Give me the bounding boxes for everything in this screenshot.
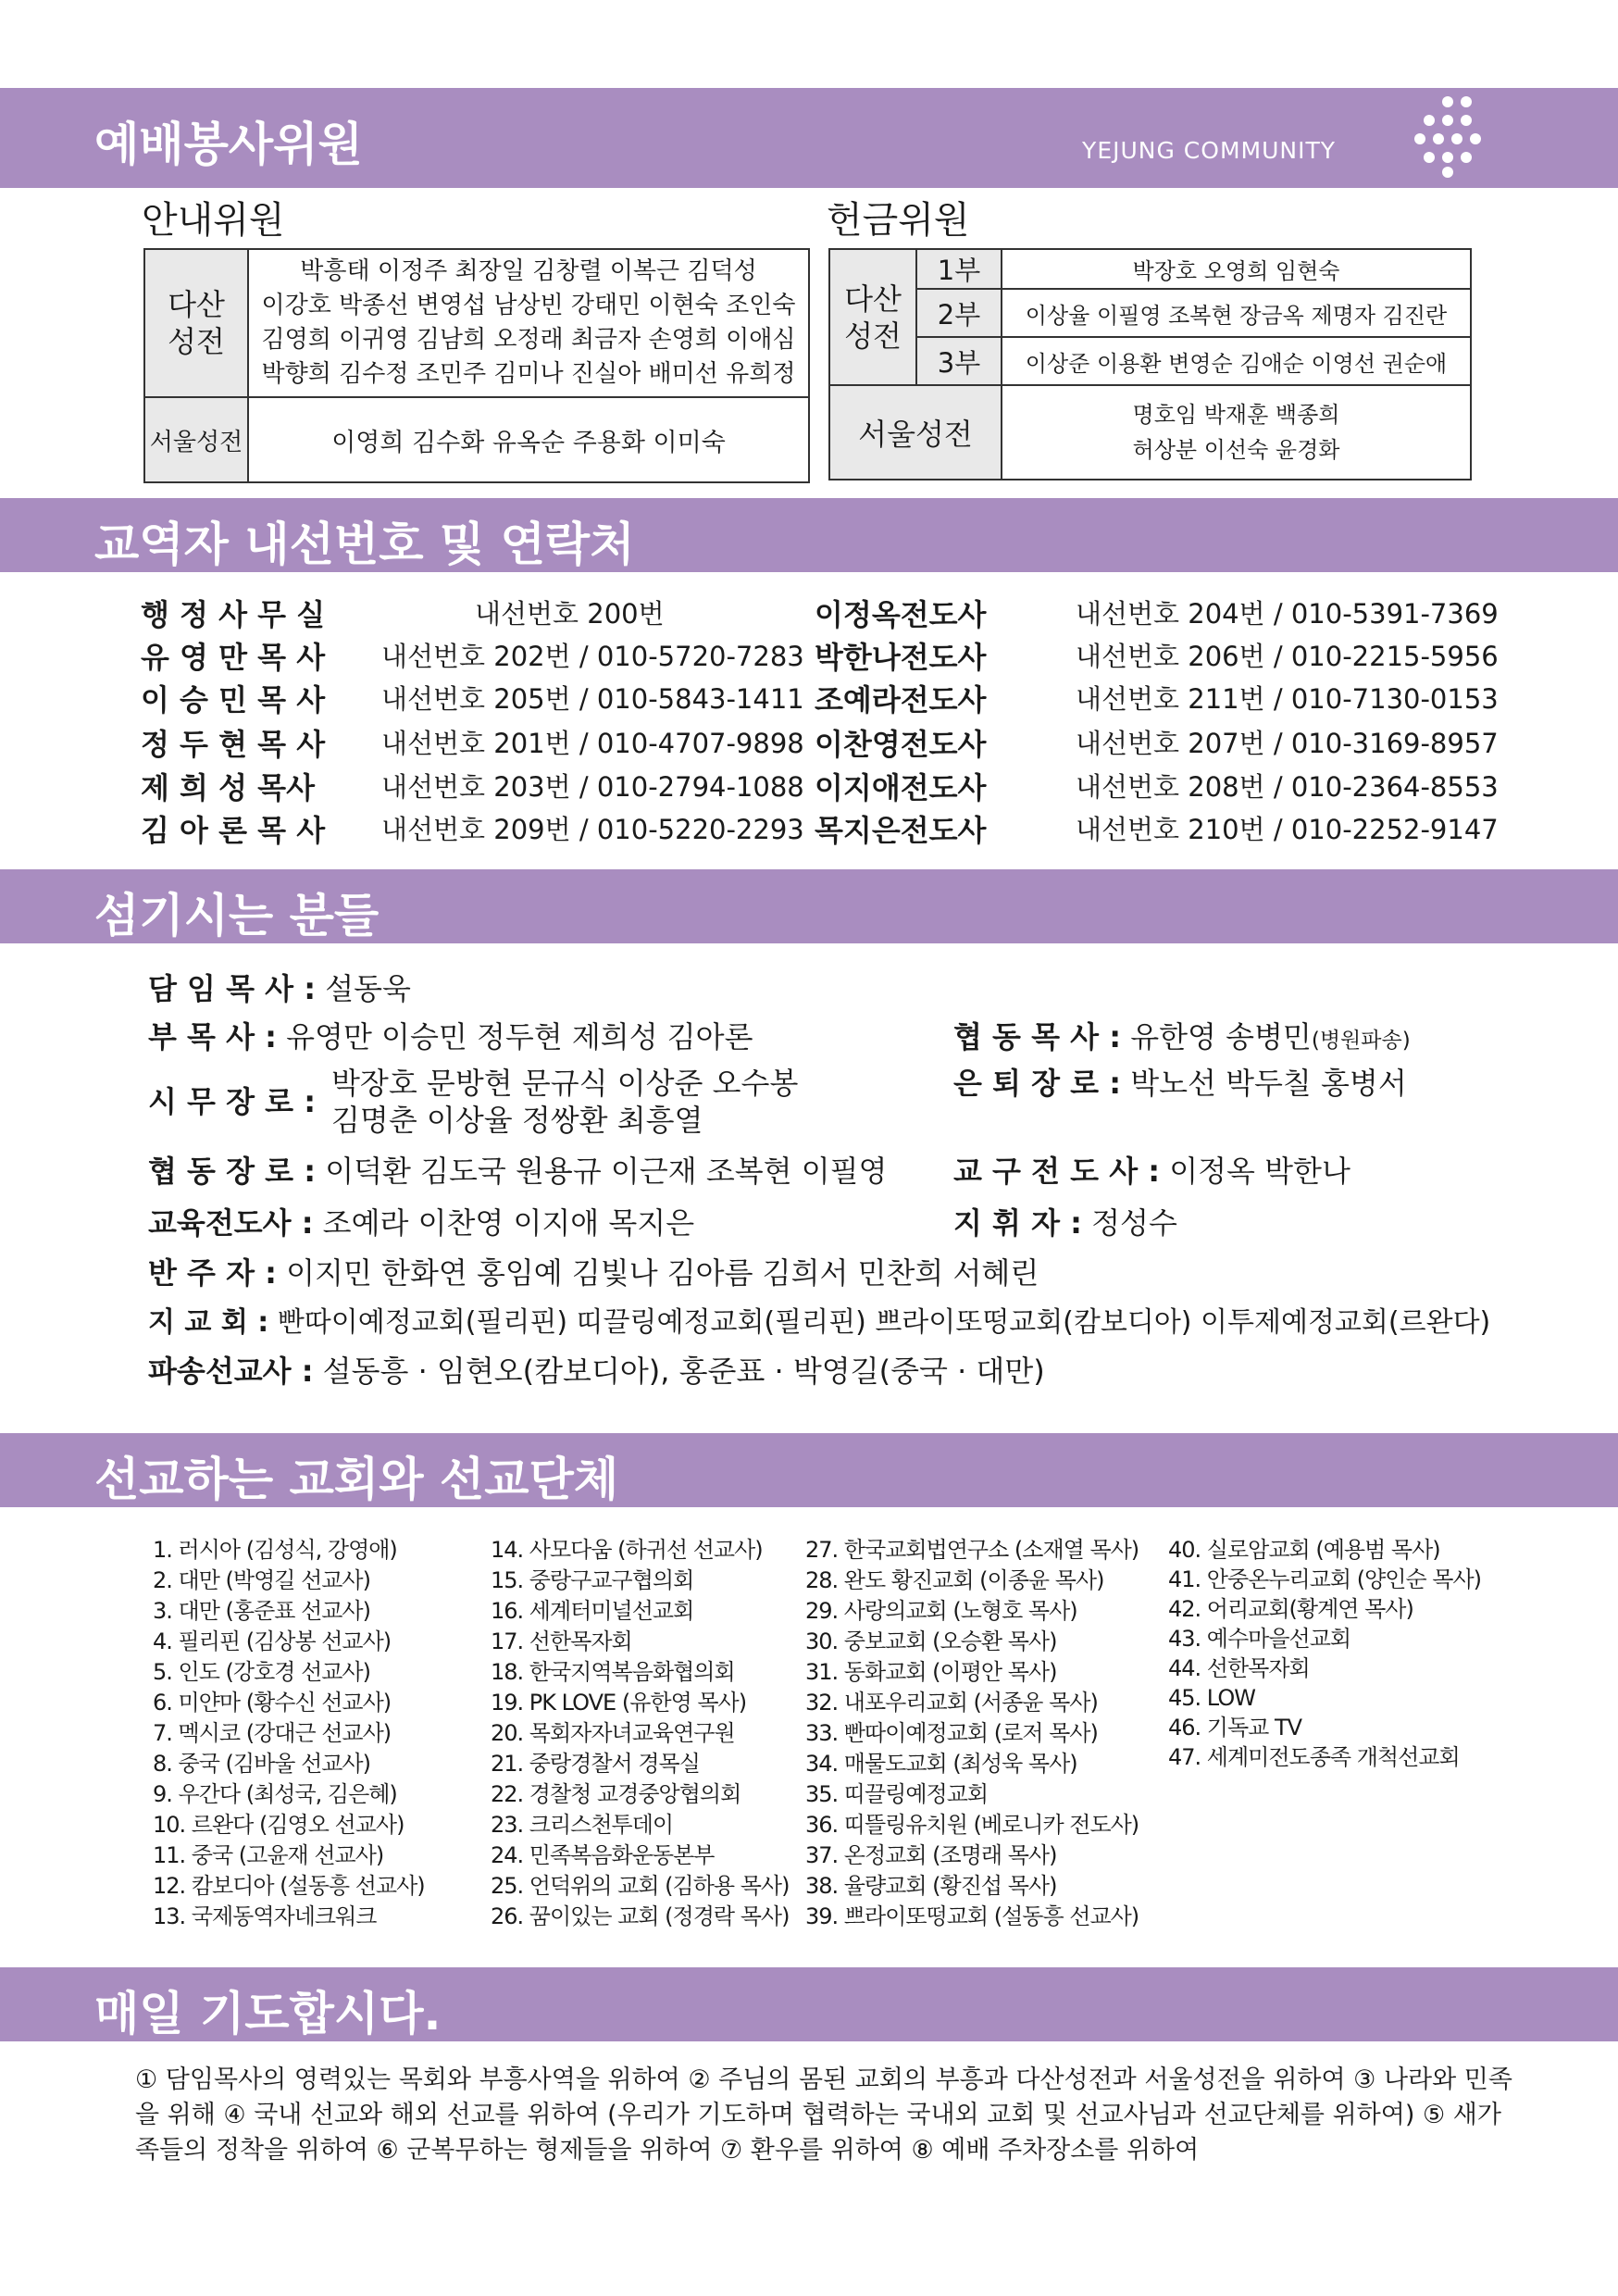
contact-name: 김 아 론 목 사 bbox=[141, 813, 326, 848]
list-item: 47. 세계미전도종족 개척선교회 bbox=[1168, 1744, 1460, 1770]
contact-info: 내선번호 203번 / 010-2794-1088 bbox=[381, 771, 804, 803]
contact-name: 이지애전도사 bbox=[815, 770, 987, 805]
list-item: 11. 중국 (고윤재 선교사) bbox=[153, 1842, 384, 1868]
conductor-row: 지 휘 자 : 정성수 bbox=[953, 1205, 1177, 1241]
offering-dasan-label: 다산 성전 bbox=[829, 249, 916, 385]
cooperating-pastor-row: 협 동 목 사 : 유한영 송병민(병원파송) bbox=[953, 1019, 1411, 1054]
contacts-title: 교역자 내선번호 및 연락처 bbox=[94, 518, 635, 571]
list-item: 26. 꿈이있는 교회 (정경락 목사) bbox=[491, 1903, 790, 1929]
list-item: 23. 크리스천투데이 bbox=[491, 1812, 674, 1838]
list-item: 18. 한국지역복음화협의회 bbox=[491, 1659, 735, 1685]
contact-info: 내선번호 200번 bbox=[475, 598, 665, 630]
ushers-title: 안내위원 bbox=[142, 199, 285, 242]
mission-list-col-2 bbox=[491, 1535, 789, 1932]
list-item: 5. 인도 (강호경 선교사) bbox=[153, 1659, 370, 1685]
mission-list-col-4 bbox=[1168, 1535, 1481, 1772]
ushers-seoul-label: 서울성전 bbox=[144, 397, 248, 482]
list-item: 30. 중보교회 (오승환 목사) bbox=[805, 1628, 1057, 1654]
list-item: 31. 동화교회 (이평안 목사) bbox=[805, 1659, 1057, 1685]
contact-name: 정 두 현 목 사 bbox=[141, 727, 326, 762]
elders-label: 시 무 장 로 : bbox=[148, 1084, 317, 1119]
list-item: 9. 우간다 (최성국, 김은혜) bbox=[153, 1781, 397, 1807]
service-3-names: 이상준 이용환 변영순 김애순 이영선 권순애 bbox=[1002, 337, 1471, 385]
list-item: 8. 중국 (김바울 선교사) bbox=[153, 1751, 370, 1777]
mission-list-col-3 bbox=[805, 1535, 1139, 1932]
list-item: 28. 완도 황진교회 (이종윤 목사) bbox=[805, 1567, 1104, 1593]
list-item: 24. 민족복음화운동본부 bbox=[491, 1842, 715, 1868]
senior-pastor-row: 담 임 목 사 : 설동욱 bbox=[148, 971, 411, 1006]
list-item: 35. 띠끌링예정교회 bbox=[805, 1781, 989, 1807]
contact-info: 내선번호 209번 / 010-5220-2293 bbox=[381, 814, 804, 845]
edu-evangelist-row: 교육전도사 : 조예라 이찬영 이지애 목지은 bbox=[148, 1205, 695, 1241]
list-item: 40. 실로암교회 (예용범 목사) bbox=[1168, 1537, 1440, 1563]
list-item: 46. 기독교 TV bbox=[1168, 1715, 1302, 1741]
contact-info: 내선번호 201번 / 010-4707-9898 bbox=[381, 728, 804, 759]
elders-line-1: 박장호 문방현 문규식 이상준 오수봉 bbox=[331, 1066, 799, 1101]
list-item: 21. 중랑경찰서 경목실 bbox=[491, 1751, 700, 1777]
contact-name: 유 영 만 목 사 bbox=[141, 640, 326, 675]
mission-list-col-1 bbox=[153, 1535, 425, 1932]
coop-elders-row: 협 동 장 로 : 이덕환 김도국 원용규 이근재 조복현 이필영 bbox=[148, 1154, 888, 1189]
offering-seoul-label: 서울성전 bbox=[829, 385, 1002, 480]
list-item: 43. 예수마을선교회 bbox=[1168, 1626, 1351, 1652]
list-item: 15. 중랑구교구협의회 bbox=[491, 1567, 694, 1593]
offering-title: 헌금위원 bbox=[827, 199, 970, 242]
list-item: 17. 선한목자회 bbox=[491, 1628, 632, 1654]
contact-name: 조예라전도사 bbox=[815, 682, 987, 718]
contact-info: 내선번호 208번 / 010-2364-8553 bbox=[1076, 771, 1499, 803]
list-item: 4. 필리핀 (김상봉 선교사) bbox=[153, 1628, 392, 1654]
list-item: 38. 율량교회 (황진섭 목사) bbox=[805, 1873, 1057, 1899]
list-item: 33. 빤따이예정교회 (로저 목사) bbox=[805, 1720, 1098, 1746]
ushers-seoul-names: 이영희 김수화 유옥순 주용화 이미숙 bbox=[248, 397, 809, 482]
contact-info: 내선번호 205번 / 010-5843-1411 bbox=[381, 683, 804, 715]
contact-info: 내선번호 206번 / 010-2215-5956 bbox=[1076, 641, 1499, 672]
dot-grid-icon bbox=[1414, 96, 1481, 178]
prayer-title: 매일 기도합시다. bbox=[94, 1987, 442, 2040]
list-item: 27. 한국교회법연구소 (소재열 목사) bbox=[805, 1537, 1139, 1563]
contact-name: 이 승 민 목 사 bbox=[141, 682, 326, 718]
contact-info: 내선번호 202번 / 010-5720-7283 bbox=[381, 641, 804, 672]
list-item: 32. 내포우리교회 (서종윤 목사) bbox=[805, 1690, 1098, 1716]
retired-elders-row: 은 퇴 장 로 : 박노선 박두칠 홍병서 bbox=[953, 1066, 1407, 1101]
list-item: 10. 르완다 (김영오 선교사) bbox=[153, 1812, 404, 1838]
contact-name: 제 희 성 목사 bbox=[141, 770, 315, 805]
contact-info: 내선번호 210번 / 010-2252-9147 bbox=[1076, 814, 1499, 845]
service-3-label: 3부 bbox=[916, 337, 1002, 385]
list-item: 29. 사랑의교회 (노형호 목사) bbox=[805, 1598, 1077, 1624]
contact-name: 목지은전도사 bbox=[815, 813, 987, 848]
list-item: 44. 선한목자회 bbox=[1168, 1655, 1310, 1681]
page-title: 예배봉사위원 bbox=[94, 118, 363, 171]
list-item: 22. 경찰청 교경중앙협의회 bbox=[491, 1781, 741, 1807]
list-item: 42. 어리교회(황계연 목사) bbox=[1168, 1596, 1413, 1622]
list-item: 12. 캄보디아 (설동흥 선교사) bbox=[153, 1873, 425, 1899]
service-2-label: 2부 bbox=[916, 289, 1002, 337]
accompanist-row: 반 주 자 : 이지민 한화연 홍임예 김빛나 김아름 김희서 민찬희 서혜린 bbox=[148, 1255, 1039, 1291]
list-item: 14. 사모다움 (하귀선 선교사) bbox=[491, 1537, 763, 1563]
list-item: 34. 매물도교회 (최성욱 목사) bbox=[805, 1751, 1077, 1777]
list-item: 37. 온정교회 (조명래 목사) bbox=[805, 1842, 1057, 1868]
offering-table bbox=[828, 248, 1472, 480]
contact-info: 내선번호 207번 / 010-3169-8957 bbox=[1076, 728, 1499, 759]
list-item: 45. LOW bbox=[1168, 1685, 1255, 1711]
list-item: 13. 국제동역자네크워크 bbox=[153, 1903, 377, 1929]
ushers-dasan-names: 박흥태 이정주 최장일 김창렬 이복근 김덕성 이강호 박종선 변영섭 남상빈 강태민 이현숙 조인숙 김영희 이귀영 김남희 오정래 최금자 손영희 이애심 박향희 김수정 조민주 김미나 진실아 배미선 유희정 bbox=[248, 249, 809, 397]
list-item: 16. 세계터미널선교회 bbox=[491, 1598, 694, 1624]
list-item: 36. 띠뜰링유치원 (베로니카 전도사) bbox=[805, 1812, 1139, 1838]
list-item: 20. 목회자자녀교육연구원 bbox=[491, 1720, 735, 1746]
list-item: 2. 대만 (박영길 선교사) bbox=[153, 1567, 370, 1593]
contact-name: 이찬영전도사 bbox=[815, 727, 987, 762]
list-item: 25. 언덕위의 교회 (김하용 목사) bbox=[491, 1873, 790, 1899]
branch-church-row: 지 교 회 : 빤따이예정교회(필리핀) 띠끌링예정교회(필리핀) 쁘라이또떵교회(캄보디아) 이투제예정교회(르완다) bbox=[148, 1306, 1491, 1339]
associate-pastor-row: 부 목 사 : 유영만 이승민 정두현 제희성 김아론 bbox=[148, 1019, 753, 1054]
missionaries-row: 파송선교사 : 설동흥 · 임현오(캄보디아), 홍준표 · 박영길(중국 · 대만) bbox=[148, 1354, 1045, 1389]
service-1-label: 1부 bbox=[916, 249, 1002, 289]
service-1-names: 박장호 오영희 임현숙 bbox=[1002, 249, 1471, 289]
brand-text: YEJUNG COMMUNITY bbox=[1082, 137, 1336, 164]
list-item: 7. 멕시코 (강대근 선교사) bbox=[153, 1720, 392, 1746]
ushers-dasan-label: 다산 성전 bbox=[144, 249, 248, 397]
list-item: 41. 안중온누리교회 (양인순 목사) bbox=[1168, 1566, 1481, 1592]
contact-name: 행 정 사 무 실 bbox=[141, 597, 326, 632]
district-evangelist-row: 교 구 전 도 사 : 이정옥 박한나 bbox=[953, 1154, 1350, 1189]
contact-info: 내선번호 204번 / 010-5391-7369 bbox=[1076, 598, 1499, 630]
list-item: 39. 쁘라이또떵교회 (설동흥 선교사) bbox=[805, 1903, 1139, 1929]
elders-line-2: 김명춘 이상율 정쌍환 최흥열 bbox=[331, 1103, 703, 1138]
list-item: 19. PK LOVE (유한영 목사) bbox=[491, 1690, 747, 1716]
contact-name: 박한나전도사 bbox=[815, 640, 987, 675]
list-item: 1. 러시아 (김성식, 강영애) bbox=[153, 1537, 397, 1563]
prayer-text: ① 담임목사의 영력있는 목회와 부흥사역을 위하여 ② 주님의 몸된 교회의 부흥과 다산성전과 서울성전을 위하여 ③ 나라와 민족을 위해 ④ 국내 선교와 해외 선교를 위하여 (우리가 기도하며 협력하는 국내외 교회 및 선교사님과 선교단체를 위하여) ⑤ 새가족들의 정착을 위하여 ⑥ 군복무하는 형제들을 위하여 ⑦ 환우를 위하여 ⑧ 예배 주차장소를 위하여 bbox=[135, 2065, 1512, 2165]
contact-info: 내선번호 211번 / 010-7130-0153 bbox=[1076, 683, 1499, 715]
list-item: 6. 미얀마 (황수신 선교사) bbox=[153, 1690, 392, 1716]
ushers-table bbox=[143, 248, 810, 483]
offering-seoul-names: 명호임 박재훈 백종희 허상분 이선숙 윤경화 bbox=[1002, 385, 1471, 480]
list-item: 3. 대만 (홍준표 선교사) bbox=[153, 1598, 370, 1624]
service-2-names: 이상율 이필영 조복현 장금옥 제명자 김진란 bbox=[1002, 289, 1471, 337]
contact-name: 이정옥전도사 bbox=[815, 597, 987, 632]
servants-title: 섬기시는 분들 bbox=[94, 889, 380, 942]
missions-title: 선교하는 교회와 선교단체 bbox=[94, 1453, 619, 1506]
